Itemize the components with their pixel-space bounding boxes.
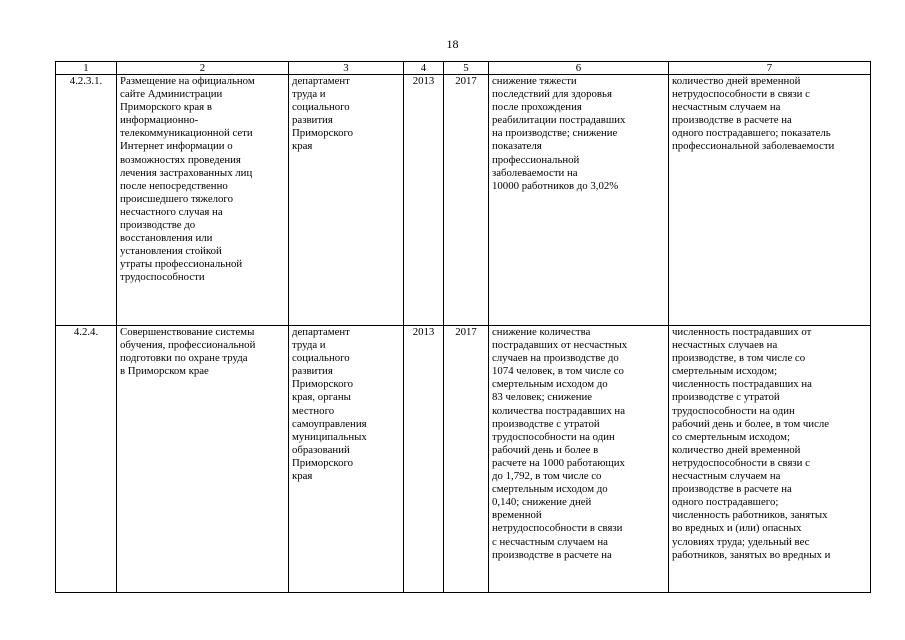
column-header-1: 1	[56, 62, 117, 75]
column-header-5: 5	[444, 62, 489, 75]
target-indicator: количество дней временной нетрудоспособности в связи с несчастным случаем на производстве в расчете на одного пострадавшего; показатель профессиональной заболеваемости	[669, 75, 871, 326]
start-year: 2013	[404, 75, 444, 326]
column-header-4: 4	[404, 62, 444, 75]
expected-result: снижение тяжести последствий для здоровья после прохождения реабилитации пострадавших на производстве; снижение показателя профессиональной заболеваемости на 10000 работников до 3,02%	[489, 75, 669, 326]
column-header-7: 7	[669, 62, 871, 75]
table-row	[56, 326, 871, 593]
executor: департамент труда и социального развития Приморского края, органы местного самоуправления муниципальных образований Приморского края	[289, 326, 404, 593]
column-header-3: 3	[289, 62, 404, 75]
end-year: 2017	[444, 326, 489, 593]
target-indicator: численность пострадавших от несчастных случаев на производстве, в том числе со смертельным исходом; численность пострадавших на производстве с утратой трудоспособности на один рабочий день и более, в том числе со смертельным исходом; количество дней временной нетрудоспособности в связи с несчастным случаем на производстве в расчете на одного пострадавшего; численность работников, занятых во вредных и (или) опасных условиях труда; удельный вес работников, занятых во вредных и	[669, 326, 871, 593]
measures-table	[55, 61, 871, 593]
end-year: 2017	[444, 75, 489, 326]
executor: департамент труда и социального развития Приморского края	[289, 75, 404, 326]
column-header-2: 2	[117, 62, 289, 75]
start-year: 2013	[404, 326, 444, 593]
header-row	[56, 62, 871, 75]
measure-name: Совершенствование системы обучения, профессиональной подготовки по охране труда в Приморском крае	[117, 326, 289, 593]
column-header-6: 6	[489, 62, 669, 75]
table-row	[56, 75, 871, 326]
expected-result: снижение количества пострадавших от несчастных случаев на производстве до 1074 человек, в том числе со смертельным исходом до 83 человек; снижение количества пострадавших на производстве с утратой трудоспособности на один рабочий день и более в расчете на 1000 работающих до 1,792, в том числе со смертельным исходом до 0,140; снижение дней временной нетрудоспособности в связи с несчастным случаем на производстве в расчете на	[489, 326, 669, 593]
measure-name: Размещение на официальном сайте Администрации Приморского края в информационно- телекоммуникационной сети Интернет информации о возможностях проведения лечения застрахованных лиц после непосредственно происшедшего тяжелого несчастного случая на производстве до восстановления или установления стойкой утраты профессиональной трудоспособности	[117, 75, 289, 326]
page-number: 18	[446, 37, 459, 51]
row-number: 4.2.3.1.	[56, 75, 117, 326]
row-number: 4.2.4.	[56, 326, 117, 593]
